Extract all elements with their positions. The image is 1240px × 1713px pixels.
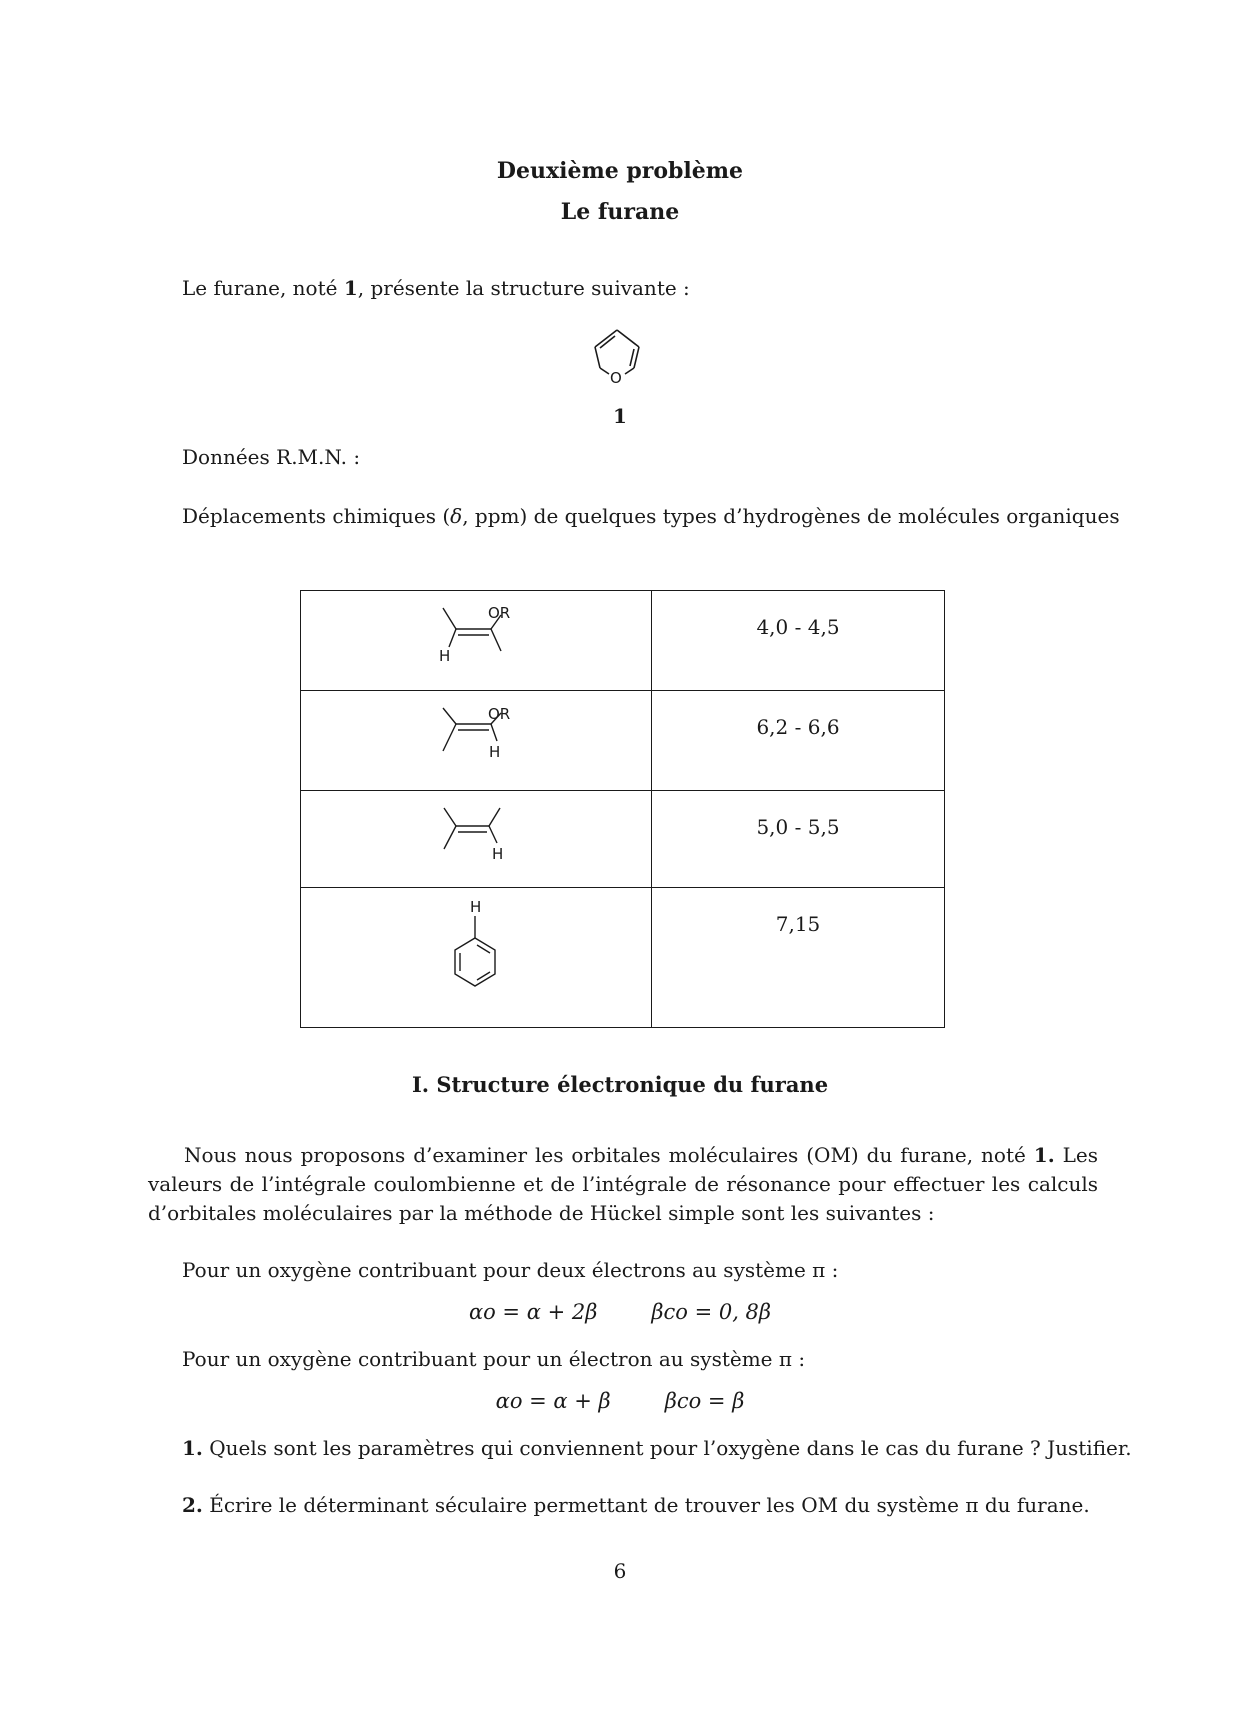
table-row: [301, 591, 945, 691]
nmr-caption-before: Déplacements chimiques (: [182, 504, 451, 528]
shift-value: 5,0 - 5,5: [652, 791, 945, 888]
table-row: [301, 791, 945, 888]
alkene-h-structure: [301, 791, 651, 883]
cell-label-h: H: [439, 647, 451, 665]
intro-text-after: , présente la structure suivante :: [357, 276, 690, 300]
nmr-caption-delta: δ: [450, 504, 463, 528]
formula-one-electron: [0, 1389, 1240, 1413]
cell-label-h: H: [492, 845, 504, 863]
case-one-electron: Pour un oxygène contribuant pour un électron au système π :: [182, 1347, 806, 1371]
benzene-h-structure: [301, 888, 651, 1023]
page-number: 6: [613, 1559, 627, 1583]
shift-value: 4,0 - 4,5: [652, 591, 945, 691]
table-row: [301, 888, 945, 1028]
structure-cell: [301, 888, 652, 1028]
cell-label-or: OR: [488, 604, 511, 622]
problem-title: Deuxième problème: [496, 158, 744, 184]
structure-cell: [301, 591, 652, 691]
cell-label-or: OR: [488, 705, 511, 723]
section-paragraph: [148, 1141, 1098, 1228]
shift-value: 6,2 - 6,6: [652, 691, 945, 791]
nmr-shift-table: [300, 590, 945, 1028]
intro-line: [182, 274, 690, 302]
cell-label-h: H: [470, 898, 482, 916]
nmr-caption: [182, 502, 1120, 530]
question-2: [182, 1491, 1090, 1519]
intro-ref: 1: [343, 276, 358, 300]
nmr-heading: Données R.M.N. :: [182, 445, 361, 469]
shift-value: 7,15: [652, 888, 945, 1028]
furan-compound-label: 1: [613, 404, 627, 428]
furan-oxygen-label: O: [610, 369, 622, 387]
para-text-before: Nous nous proposons d’examiner les orbitales moléculaires (OM) du furane, noté: [184, 1143, 1034, 1167]
problem-subtitle: Le furane: [560, 199, 680, 225]
structure-cell: [301, 791, 652, 888]
question-1: [182, 1434, 1132, 1462]
intro-text-before: Le furane, noté: [182, 276, 344, 300]
case-two-electrons: Pour un oxygène contribuant pour deux électrons au système π :: [182, 1258, 839, 1282]
enol-ether-h-beta-structure: [301, 691, 651, 786]
nmr-caption-after: , ppm) de quelques types d’hydrogènes de molécules organiques: [462, 504, 1120, 528]
formula-beta-co: βco = β: [664, 1389, 745, 1413]
question-2-number: 2.: [182, 1493, 203, 1517]
para-ref: 1.: [1033, 1143, 1055, 1167]
structure-cell: [301, 691, 652, 791]
formula-beta-co: βco = 0, 8β: [651, 1300, 772, 1324]
formula-two-electrons: [0, 1300, 1240, 1324]
para-text-after: Les valeurs de l’intégrale coulombienne et de l’intégrale de résonance pour effectuer les calculs d’orbitales moléculaires par la méthode de Hückel simple sont les suivantes :: [148, 1143, 1098, 1225]
formula-alpha-o: αo = α + 2β: [468, 1300, 598, 1324]
section-title: I. Structure électronique du furane: [411, 1072, 829, 1097]
cell-label-h: H: [489, 743, 501, 761]
question-1-number: 1.: [182, 1436, 203, 1460]
table-row: [301, 691, 945, 791]
furan-structure: [580, 320, 660, 395]
question-2-text: Écrire le déterminant séculaire permettant de trouver les OM du système π du furane.: [202, 1493, 1090, 1517]
question-1-text: Quels sont les paramètres qui conviennent pour l’oxygène dans le cas du furane ? Justifier.: [202, 1436, 1132, 1460]
enol-ether-h-alpha-structure: [301, 591, 651, 686]
formula-alpha-o: αo = α + β: [495, 1389, 611, 1413]
